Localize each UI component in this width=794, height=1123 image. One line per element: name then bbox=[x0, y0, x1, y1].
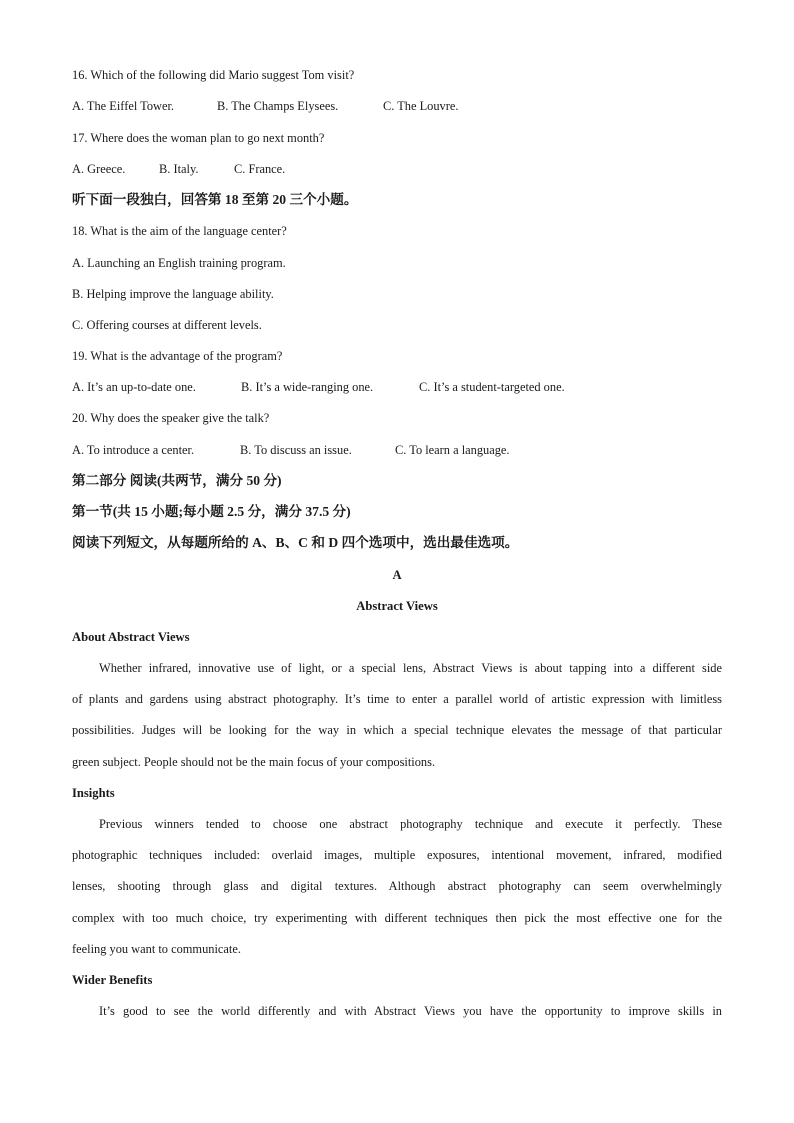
paragraph-line: photographic techniques included: overlaid images, multiple exposures, intentional movement, infrared, modified bbox=[72, 848, 722, 862]
section-heading: Wider Benefits bbox=[72, 973, 153, 987]
passage-title: Abstract Views bbox=[356, 599, 438, 613]
paragraph-line: complex with too much choice, try experimenting with different techniques then pick the most effective one for the bbox=[72, 911, 722, 925]
reading-instruction: 阅读下列短文，从每题所给的 A、B、C 和 D 四个选项中，选出最佳选项。 bbox=[72, 535, 519, 550]
options-17 bbox=[72, 161, 285, 177]
option-18-a: A. Launching an English training program. bbox=[72, 256, 286, 270]
part2-title: 第二部分 阅读(共两节，满分 50 分) bbox=[72, 473, 282, 488]
option-a: A. The Eiffel Tower. bbox=[72, 99, 175, 113]
option-b: B. The Champs Elysees. bbox=[217, 99, 339, 113]
question-17: 17. Where does the woman plan to go next month? bbox=[72, 131, 325, 145]
option-18-c: C. Offering courses at different levels. bbox=[72, 318, 262, 332]
option-a: A. It’s an up-to-date one. bbox=[72, 380, 196, 394]
question-20: 20. Why does the speaker give the talk? bbox=[72, 411, 270, 425]
options-19 bbox=[72, 379, 565, 395]
option-c: C. The Louvre. bbox=[383, 99, 459, 113]
paragraph-line: possibilities. Judges will be looking for the way in which a special technique elevates the message of that particular bbox=[72, 723, 722, 737]
option-b: B. Italy. bbox=[159, 162, 199, 176]
question-18: 18. What is the aim of the language center? bbox=[72, 224, 287, 238]
question-19: 19. What is the advantage of the program? bbox=[72, 349, 283, 363]
options-20 bbox=[72, 442, 510, 458]
paragraph-line: green subject. People should not be the main focus of your compositions. bbox=[72, 755, 436, 769]
option-a: A. To introduce a center. bbox=[72, 443, 195, 457]
option-c: C. To learn a language. bbox=[395, 443, 510, 457]
option-c: C. It’s a student-targeted one. bbox=[419, 380, 565, 394]
listening-instruction: 听下面一段独白，回答第 18 至第 20 三个小题。 bbox=[72, 192, 358, 207]
option-c: C. France. bbox=[234, 162, 286, 176]
paragraph-line: lenses, shooting through glass and digital textures. Although abstract photography can seem overwhelmingly bbox=[72, 879, 722, 893]
passage-letter: A bbox=[392, 568, 402, 582]
paragraph-line: of plants and gardens using abstract photography. It’s time to enter a parallel world of artistic expression with limitless bbox=[72, 692, 722, 706]
section-heading: Insights bbox=[72, 786, 115, 800]
section-heading: About Abstract Views bbox=[72, 630, 190, 644]
option-18-b: B. Helping improve the language ability. bbox=[72, 287, 274, 301]
question-16: 16. Which of the following did Mario suggest Tom visit? bbox=[72, 68, 355, 82]
options-16 bbox=[72, 98, 458, 114]
section1-title: 第一节(共 15 小题;每小题 2.5 分，满分 37.5 分) bbox=[72, 504, 351, 519]
option-a: A. Greece. bbox=[72, 162, 126, 176]
paragraph-line: Previous winners tended to choose one abstract photography technique and execute it perfectly. These bbox=[99, 817, 722, 831]
paragraph-line: feeling you want to communicate. bbox=[72, 942, 241, 956]
paragraph-line: Whether infrared, innovative use of light, or a special lens, Abstract Views is about tapping into a different side bbox=[99, 661, 722, 675]
option-b: B. To discuss an issue. bbox=[240, 443, 352, 457]
option-b: B. It’s a wide-ranging one. bbox=[241, 380, 374, 394]
paragraph-line: It’s good to see the world differently and with Abstract Views you have the opportunity to improve skills in bbox=[99, 1004, 722, 1018]
